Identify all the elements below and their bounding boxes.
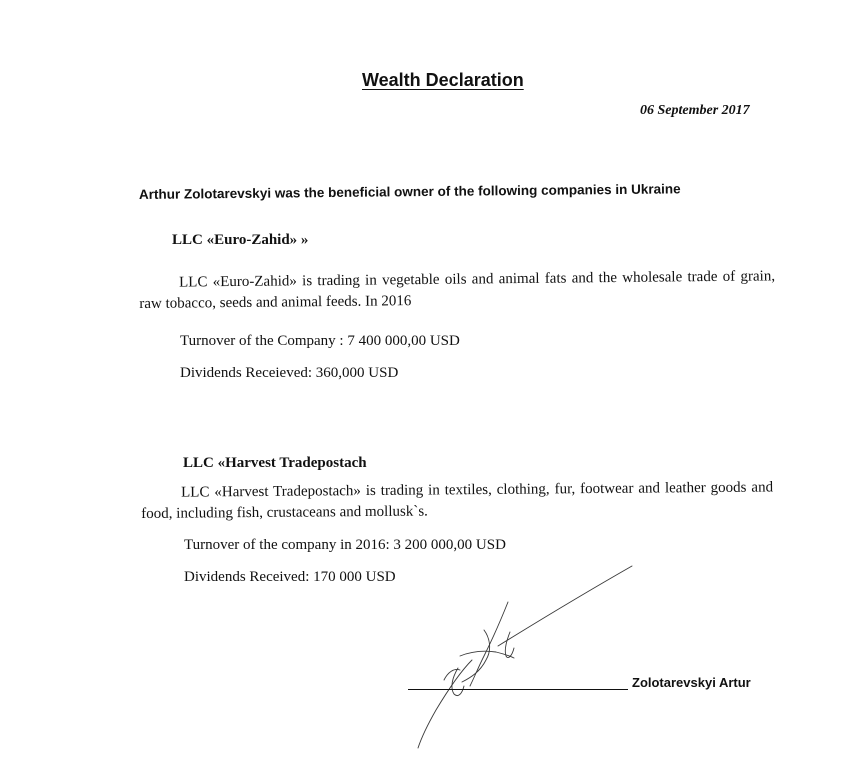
signatory-name: Zolotarevskyi Artur [632,675,751,690]
company-2-description: LLC «Harvest Tradepostach» is trading in textiles, clothing, fur, footwear and leather goods and food, including fish, crustaceans and mollusk`s. [141,479,774,522]
company-1-description: LLC «Euro-Zahid» is trading in vegetable oils and animal fats and the wholesale trade of grain, raw tobacco, seeds and animal feeds. In 2016 [139,268,776,312]
handwritten-signature [400,560,640,760]
company-2-dividends: Dividends Received: 170 000 USD [184,569,396,585]
company-1-turnover: Turnover of the Company : 7 400 000,00 USD [180,333,460,349]
document-title: Wealth Declaration [362,70,524,90]
company-2-name: LLC «Harvest Tradepostach [183,455,367,471]
ownership-statement: Arthur Zolotarevskyi was the beneficial owner of the following companies in Ukraine [138,181,681,202]
company-2-turnover: Turnover of the company in 2016: 3 200 000,00 USD [184,537,506,553]
signature-line [408,689,628,690]
company-1-name: LLC «Euro-Zahid» » [172,232,309,248]
company-1-dividends: Dividends Receieved: 360,000 USD [180,365,399,381]
document-date: 06 September 2017 [640,103,750,118]
